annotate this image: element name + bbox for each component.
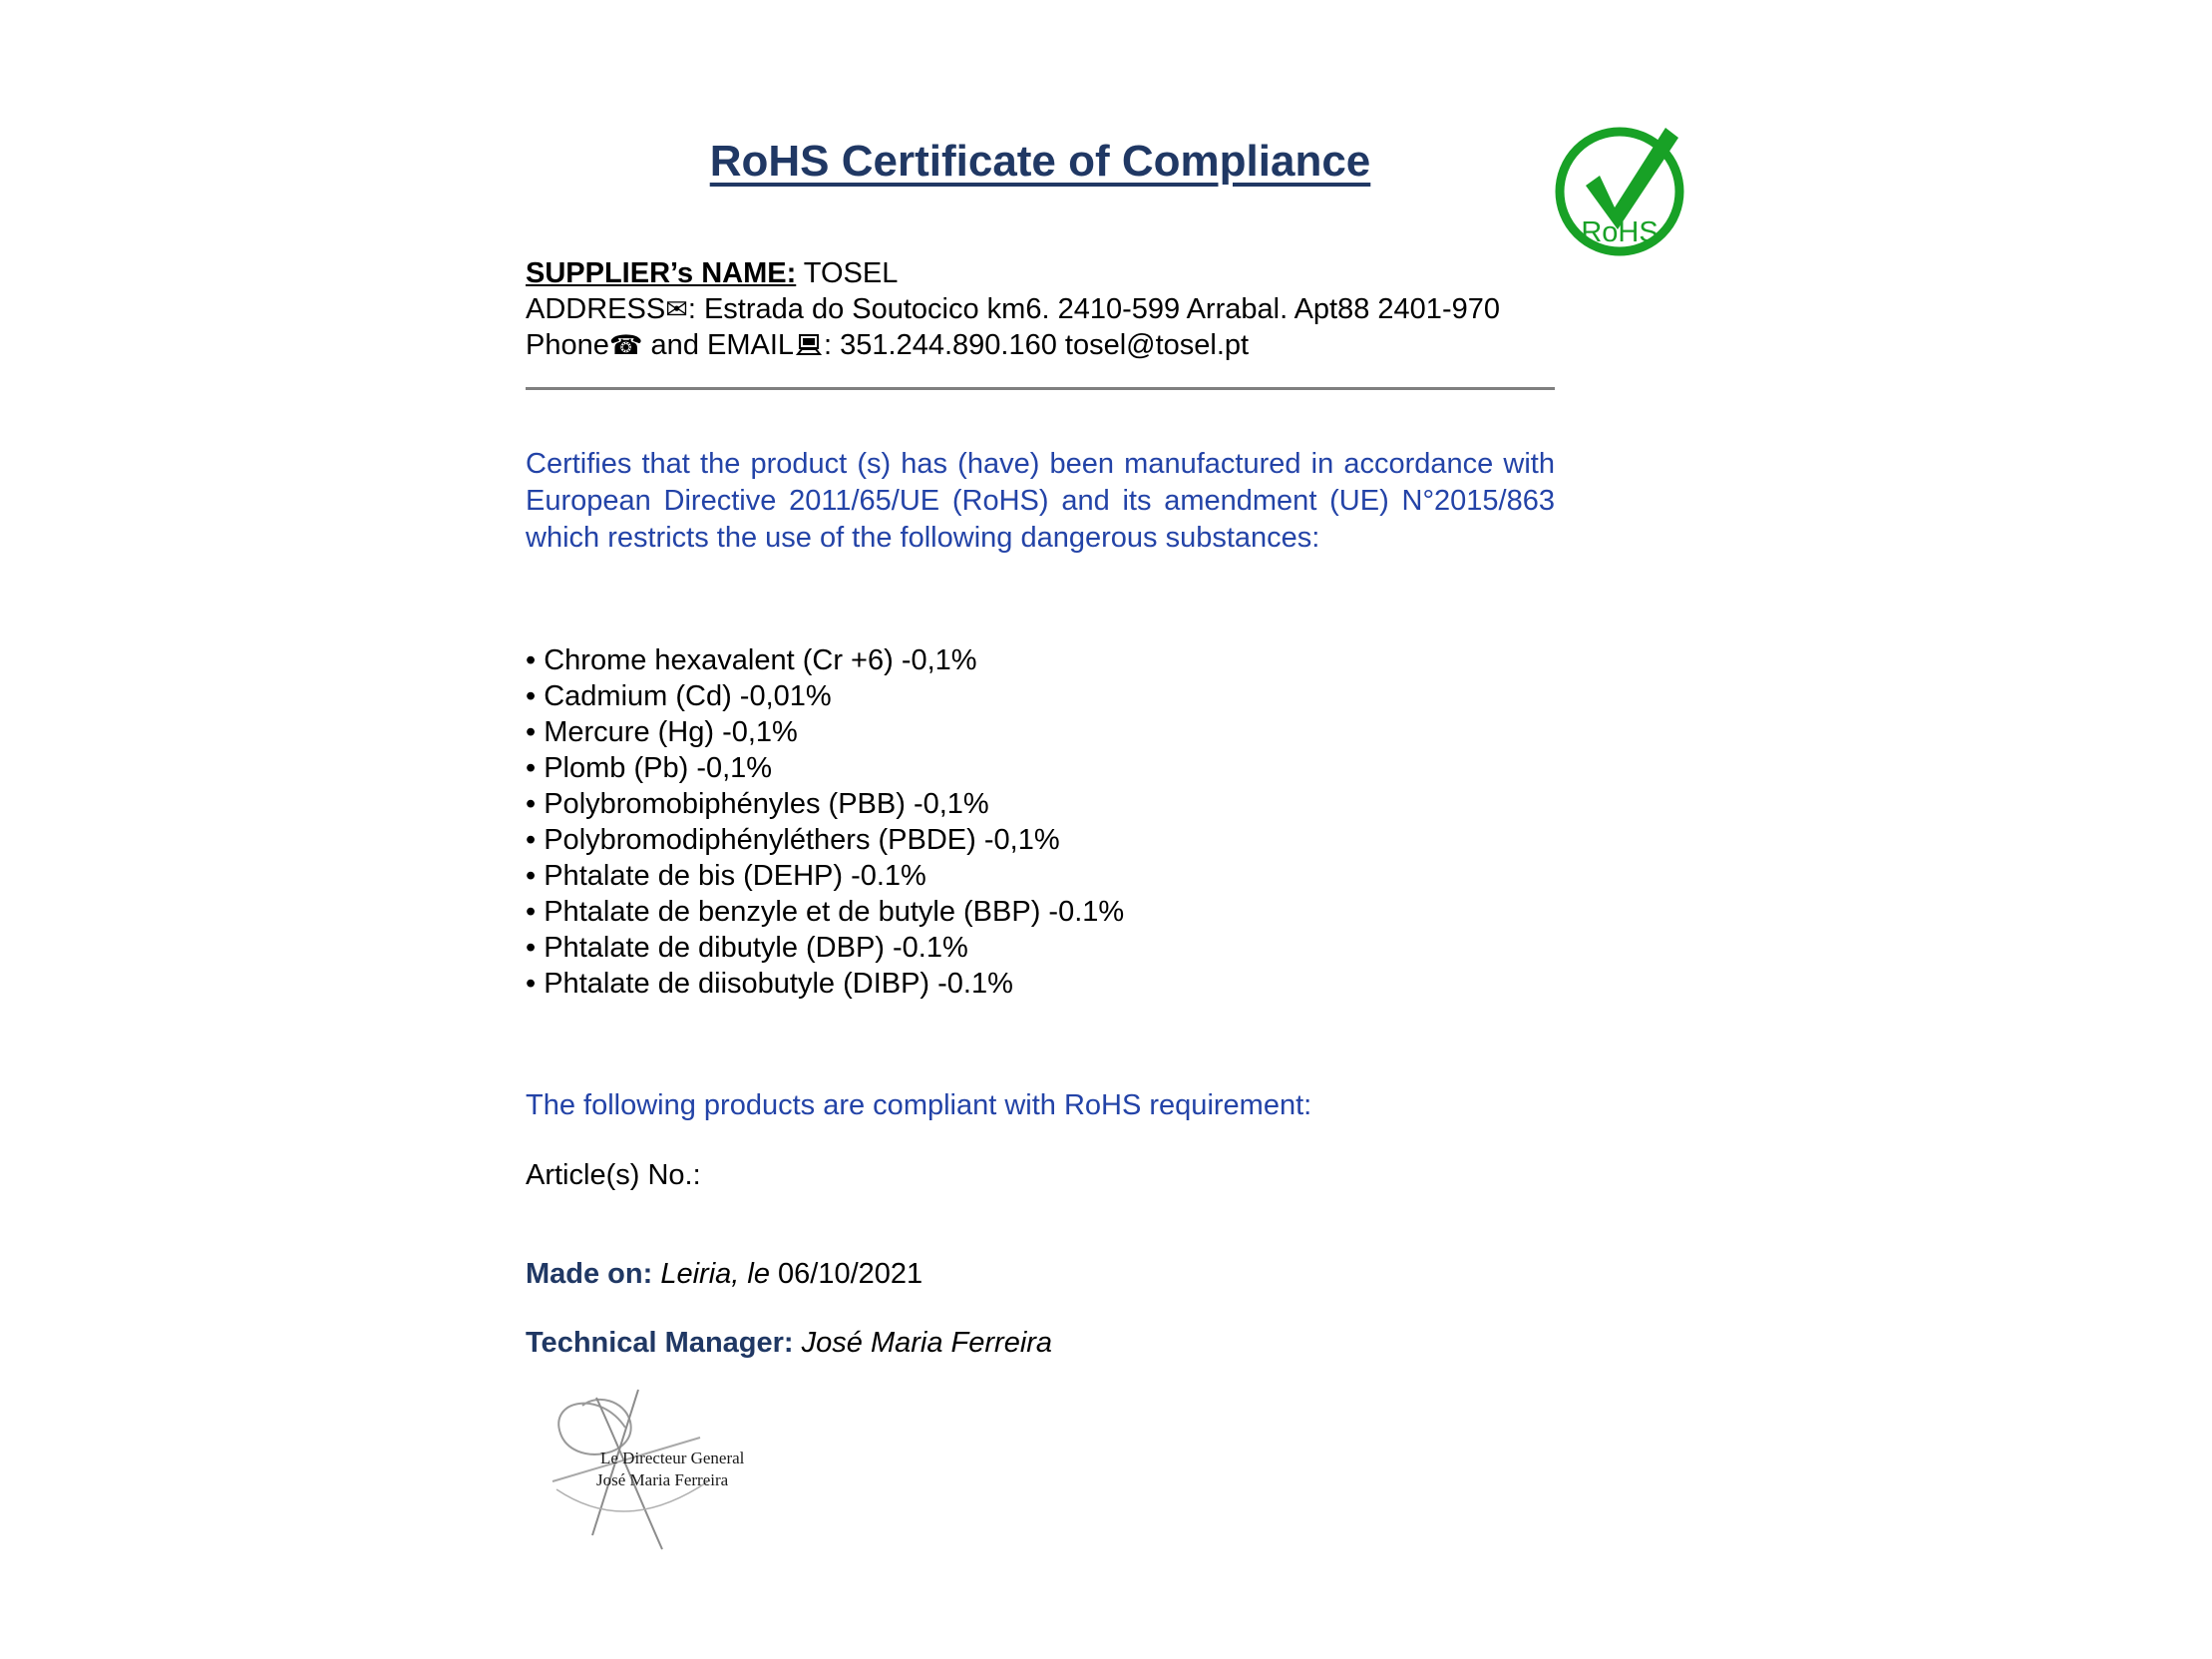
made-on-line bbox=[526, 1258, 1555, 1291]
signature-block bbox=[531, 1386, 1555, 1563]
address-label: ADDRESS bbox=[526, 293, 666, 325]
computer-icon bbox=[796, 333, 822, 357]
made-on-date: 06/10/2021 bbox=[778, 1258, 923, 1290]
technical-manager-label: Technical Manager: bbox=[526, 1327, 794, 1359]
document-body bbox=[526, 0, 1555, 1563]
substance-item: • Chrome hexavalent (Cr +6) -0,1% bbox=[526, 642, 1555, 678]
compliance-statement: The following products are compliant with RoHS requirement: bbox=[526, 1089, 1312, 1121]
substances-list bbox=[526, 642, 1555, 1002]
page-title-text: RoHS Certificate of Compliance bbox=[709, 137, 1371, 186]
supplier-contact-line bbox=[526, 327, 1555, 363]
substance-item: • Polybromodiphényléthers (PBDE) -0,1% bbox=[526, 822, 1555, 858]
substance-item: • Polybromobiphényles (PBB) -0,1% bbox=[526, 786, 1555, 822]
supplier-block bbox=[526, 255, 1555, 363]
supplier-name-value: TOSEL bbox=[796, 257, 899, 289]
signature-graphic bbox=[531, 1386, 870, 1555]
supplier-name-label: SUPPLIER’s NAME: bbox=[526, 257, 797, 289]
and-email-label: and EMAIL bbox=[642, 329, 795, 361]
rohs-logo bbox=[1548, 116, 1695, 279]
made-on-label: Made on: bbox=[526, 1258, 653, 1290]
phone-label: Phone bbox=[526, 329, 609, 361]
technical-manager-line bbox=[526, 1327, 1555, 1360]
contact-value: : 351.244.890.160 tosel@tosel.pt bbox=[824, 329, 1250, 361]
divider-rule bbox=[526, 387, 1555, 390]
telephone-icon: ☎ bbox=[608, 330, 643, 360]
rohs-logo-graphic bbox=[1548, 116, 1695, 271]
substance-item: • Plomb (Pb) -0,1% bbox=[526, 750, 1555, 786]
checkmark-icon bbox=[1586, 128, 1678, 229]
certification-statement: Certifies that the product (s) has (have) been manufactured in accordance with European Directive 2011/65/UE (RoHS) and its amendment (UE) N°2015/863 which restricts the use of the following dangerous substances: bbox=[526, 448, 1555, 554]
envelope-icon: ✉ bbox=[665, 294, 688, 324]
substance-item: • Phtalate de bis (DEHP) -0.1% bbox=[526, 858, 1555, 894]
signature-text-line1: Le Directeur General bbox=[600, 1449, 745, 1467]
substance-item: • Phtalate de dibutyle (DBP) -0.1% bbox=[526, 930, 1555, 966]
supplier-name-line bbox=[526, 255, 1555, 291]
page-title bbox=[526, 138, 1555, 186]
logo-text: RoHS bbox=[1581, 216, 1659, 248]
substance-item: • Cadmium (Cd) -0,01% bbox=[526, 678, 1555, 714]
substance-item: • Mercure (Hg) -0,1% bbox=[526, 714, 1555, 750]
technical-manager-name: José Maria Ferreira bbox=[793, 1327, 1053, 1359]
substance-item: • Phtalate de benzyle et de butyle (BBP) -0.1% bbox=[526, 894, 1555, 930]
article-number-label: Article(s) No.: bbox=[526, 1159, 701, 1191]
substance-item: • Phtalate de diisobutyle (DIBP) -0.1% bbox=[526, 966, 1555, 1002]
made-on-place: Leiria, le bbox=[652, 1258, 779, 1290]
signature-text-line2: José Maria Ferreira bbox=[596, 1470, 729, 1489]
address-value: : Estrada do Soutocico km6. 2410-599 Arrabal. Apt88 2401-970 bbox=[687, 293, 1500, 325]
supplier-address-line bbox=[526, 291, 1555, 327]
